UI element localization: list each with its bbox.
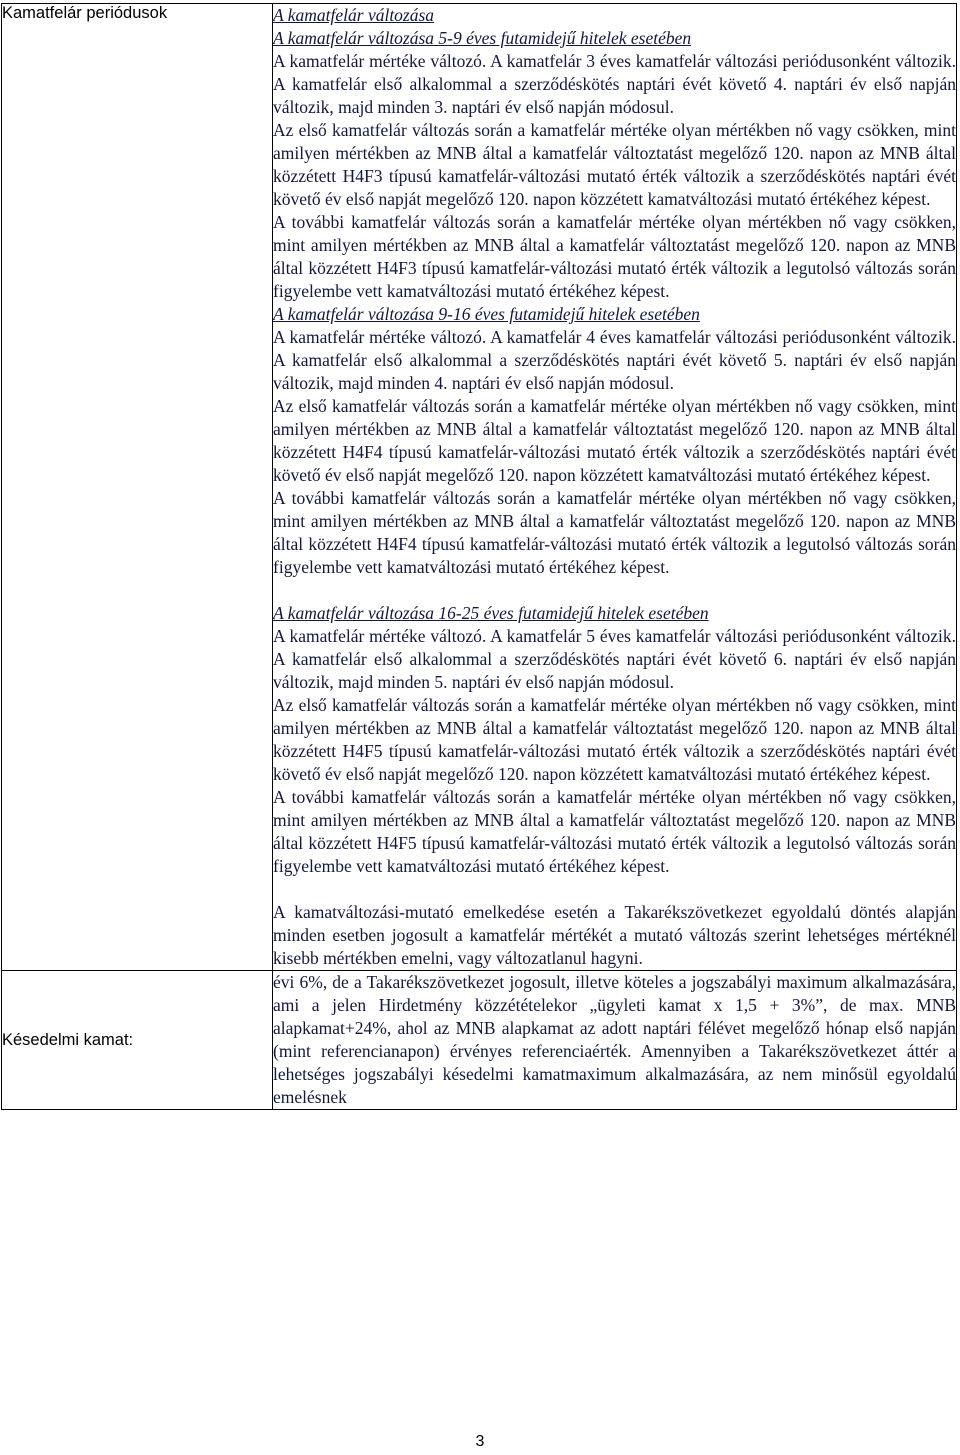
row-label-late-interest: Késedelmi kamat: xyxy=(2,971,273,1110)
page-number: 3 xyxy=(475,1433,485,1450)
paragraph: A további kamatfelár változás során a kamatfelár mértéke olyan mértékben nő vagy csökken, mint amilyen mértékben az MNB által a kamatfelár változtatást megelőző 120. napon az MNB által közzétett H4F5 típusú kamatfelár-változási mutató érték változik a legutolsó változás során figyelembe vett kamatváltozási mutató értékéhez képest. xyxy=(273,787,956,876)
paragraph: A további kamatfelár változás során a kamatfelár mértéke olyan mértékben nő vagy csökken, mint amilyen mértékben az MNB által a kamatfelár változtatást megelőző 120. napon az MNB által közzétett H4F3 típusú kamatfelár-változási mutató érték változik a legutolsó változás során figyelembe vett kamatváltozási mutató értékéhez képest. xyxy=(273,212,956,301)
section-heading: A kamatfelár változása xyxy=(273,5,435,25)
paragraph: A kamatfelár mértéke változó. A kamatfelár 5 éves kamatfelár változási periódusonként változik. A kamatfelár első alkalommal a szerződéskötés naptári évét követő 6. naptári év első napján változik, majd minden 5. naptári év első napján módosul. xyxy=(273,626,956,692)
row-label-interest-periods: Kamatfelár periódusok xyxy=(2,4,273,971)
table-row xyxy=(2,4,957,971)
late-interest-text: évi 6%, de a Takarékszövetkezet jogosult, illetve köteles a jogszabályi maximum alkalmazására, ami a jelen Hirdetmény közzétételekor „ügyleti kamat x 1,5 + 3%”, de max. MNB alapkamat+24%, ahol az MNB alapkamat az adott naptári félévet megelőző hónap első napján (mint referencianapon) érvényes referenciaérték. Amennyiben a Takarékszövetkezet áttér a lehetséges jogszabályi késedelmi kamatmaximum alkalmazására, az nem minősül egyoldalú emelésnek xyxy=(273,971,957,1110)
paragraph: Az első kamatfelár változás során a kamatfelár mértéke olyan mértékben nő vagy csökken, mint amilyen mértékben az MNB által a kamatfelár változtatást megelőző 120. napon az MNB által közzétett H4F3 típusú kamatfelár-változási mutató érték változik a szerződéskötés naptári évét követő év első napját megelőző 120. napon közzétett kamatváltozási mutató értékéhez képest. xyxy=(273,120,956,209)
section-heading-9-16: A kamatfelár változása 9-16 éves futamidejű hitelek esetében xyxy=(273,304,700,324)
paragraph: A kamatfelár mértéke változó. A kamatfelár 4 éves kamatfelár változási periódusonként változik. A kamatfelár első alkalommal a szerződéskötés naptári évét követő 5. naptári év első napján változik, majd minden 4. naptári év első napján módosul. xyxy=(273,327,956,393)
paragraph: Az első kamatfelár változás során a kamatfelár mértéke olyan mértékben nő vagy csökken, mint amilyen mértékben az MNB által a kamatfelár változtatást megelőző 120. napon az MNB által közzétett H4F5 típusú kamatfelár-változási mutató érték változik a szerződéskötés naptári évét követő év első napját megelőző 120. napon közzétett kamatváltozási mutató értékéhez képest. xyxy=(273,695,956,784)
paragraph: Az első kamatfelár változás során a kamatfelár mértéke olyan mértékben nő vagy csökken, mint amilyen mértékben az MNB által a kamatfelár változtatást megelőző 120. napon az MNB által közzétett H4F4 típusú kamatfelár-változási mutató érték változik a szerződéskötés naptári évét követő év első napját megelőző 120. napon közzétett kamatváltozási mutató értékéhez képest. xyxy=(273,396,956,485)
closing-paragraph: A kamatváltozási-mutató emelkedése esetén a Takarékszövetkezet egyoldalú döntés alapján minden esetben jogosult a kamatfelár mértékét a mutató változás szerint lehetséges mértéknél kisebb mértékben emelni, vagy változatlanul hagyni. xyxy=(273,902,956,968)
paragraph: A további kamatfelár változás során a kamatfelár mértéke olyan mértékben nő vagy csökken, mint amilyen mértékben az MNB által a kamatfelár változtatást megelőző 120. napon az MNB által közzétett H4F4 típusú kamatfelár-változási mutató érték változik a legutolsó változás során figyelembe vett kamatváltozási mutató értékéhez képest. xyxy=(273,488,956,577)
table-row xyxy=(2,971,957,1110)
conditions-table xyxy=(1,3,957,1110)
interest-periods-content xyxy=(273,4,957,971)
section-heading-16-25: A kamatfelár változása 16-25 éves futamidejű hitelek esetében xyxy=(273,603,709,623)
section-heading-5-9: A kamatfelár változása 5-9 éves futamidejű hitelek esetében xyxy=(273,28,692,48)
paragraph: A kamatfelár mértéke változó. A kamatfelár 3 éves kamatfelár változási periódusonként változik. A kamatfelár első alkalommal a szerződéskötés naptári évét követő 4. naptári év első napján változik, majd minden 3. naptári év első napján módosul. xyxy=(273,51,956,117)
